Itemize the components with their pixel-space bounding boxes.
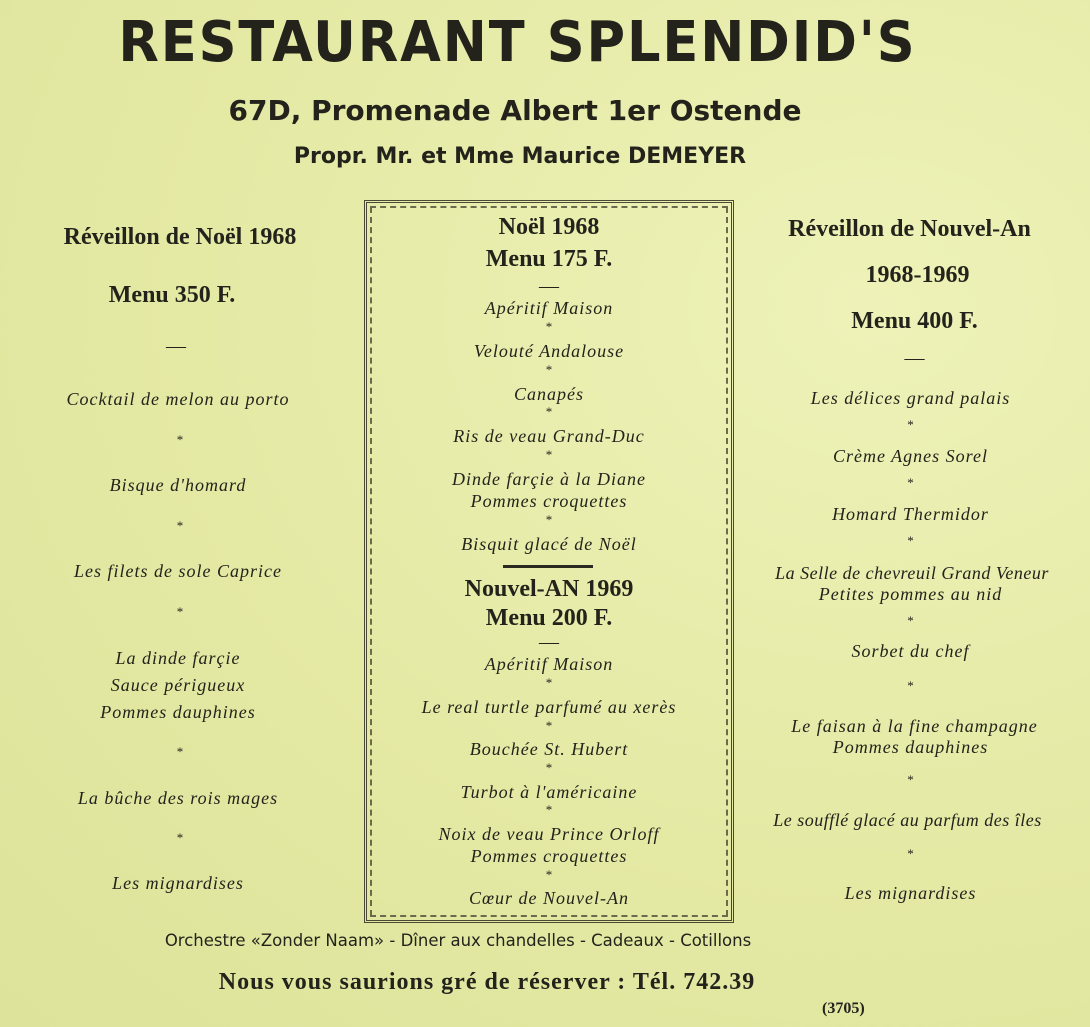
menu-divider	[503, 565, 593, 568]
newyear-item: Bouchée St. Hubert	[469, 739, 629, 759]
star-separator: *	[907, 533, 914, 548]
right-item: Les délices grand palais	[810, 388, 1011, 408]
right-item: Homard Thermidor	[832, 504, 989, 524]
right-menu-year: 1968-1969	[865, 262, 970, 288]
star-separator: *	[907, 613, 914, 628]
newyear-item: Apéritif Maison	[484, 654, 614, 674]
star-separator: *	[545, 512, 553, 527]
newyear-item: Pommes croquettes	[470, 846, 628, 866]
left-item: Sauce périgueux	[110, 675, 246, 695]
right-item: Crème Agnes Sorel	[833, 446, 988, 466]
restaurant-name: RESTAURANT SPLENDID'S	[118, 10, 917, 75]
star-separator: *	[545, 760, 553, 775]
star-separator: *	[176, 604, 184, 619]
noel-menu-price: Menu 175 F.	[485, 246, 613, 272]
noel-item: Velouté Andalouse	[473, 341, 625, 361]
left-item: La bûche des rois mages	[77, 788, 279, 808]
newyear-item: Noix de veau Prince Orloff	[438, 824, 660, 844]
star-separator: *	[176, 744, 184, 759]
star-separator: *	[176, 830, 184, 845]
star-separator: *	[545, 718, 553, 733]
left-menu-price: Menu 350 F.	[108, 282, 236, 308]
newyear-menu-title: Nouvel-AN 1969	[464, 576, 634, 602]
proprietor-line: Propr. Mr. et Mme Maurice DEMEYER	[293, 144, 747, 169]
noel-menu-title: Noël 1968	[498, 214, 600, 240]
noel-item: Ris de veau Grand-Duc	[453, 426, 645, 446]
noel-item: Bisquit glacé de Noël	[461, 534, 637, 554]
footer-reservation: Nous vous saurions gré de réserver : Tél. 742.39	[218, 969, 756, 995]
star-separator: *	[907, 475, 914, 490]
newyear-item: Turbot à l'américaine	[460, 782, 638, 802]
right-item: La Selle de chevreuil Grand Veneur	[775, 563, 1049, 583]
right-item: Le soufflé glacé au parfum des îles	[773, 810, 1042, 830]
right-item: Petites pommes au nid	[818, 584, 1003, 604]
star-separator: *	[545, 802, 553, 817]
star-separator: *	[545, 319, 553, 334]
left-item: Les filets de sole Caprice	[74, 561, 282, 581]
star-separator: *	[176, 518, 184, 533]
right-item: Sorbet du chef	[851, 641, 970, 661]
newyear-menu-price: Menu 200 F.	[485, 605, 613, 631]
star-separator: *	[176, 432, 184, 447]
left-item: La dinde farçie	[115, 648, 241, 668]
right-dash-separator: —	[904, 347, 925, 369]
newyear-item: Le real turtle parfumé au xerès	[421, 697, 677, 717]
noel-item: Apéritif Maison	[484, 298, 614, 318]
left-item: Pommes dauphines	[100, 702, 256, 722]
newyear-dash-separator: —	[539, 631, 559, 653]
footer-extras: Orchestre «Zonder Naam» - Dîner aux chandelles - Cadeaux - Cotillons	[164, 931, 752, 950]
star-separator: *	[545, 867, 553, 882]
left-dash-separator: —	[166, 335, 186, 357]
right-menu-price: Menu 400 F.	[851, 308, 978, 334]
left-item: Cocktail de melon au porto	[66, 389, 290, 409]
right-item: Les mignardises	[844, 883, 977, 903]
newyear-item: Cœur de Nouvel-An	[469, 888, 629, 908]
star-separator: *	[545, 404, 553, 419]
reference-number: (3705)	[822, 1000, 865, 1017]
restaurant-address: 67D, Promenade Albert 1er Ostende	[228, 94, 802, 127]
star-separator: *	[545, 447, 553, 462]
left-item: Les mignardises	[112, 873, 244, 893]
star-separator: *	[545, 675, 553, 690]
star-separator: *	[545, 362, 553, 377]
right-item: Le faisan à la fine champagne	[791, 716, 1038, 736]
star-separator: *	[907, 772, 914, 787]
noel-item: Dinde farçie à la Diane	[452, 469, 646, 489]
star-separator: *	[907, 678, 914, 693]
left-item: Bisque d'homard	[109, 475, 247, 495]
noel-dash-separator: —	[539, 275, 559, 297]
right-item: Pommes dauphines	[832, 737, 989, 757]
noel-item: Canapés	[514, 384, 584, 404]
left-menu-title: Réveillon de Noël 1968	[63, 224, 297, 250]
star-separator: *	[907, 846, 914, 861]
right-menu-title: Réveillon de Nouvel-An	[788, 216, 1031, 242]
star-separator: *	[907, 417, 914, 432]
noel-item: Pommes croquettes	[470, 491, 628, 511]
